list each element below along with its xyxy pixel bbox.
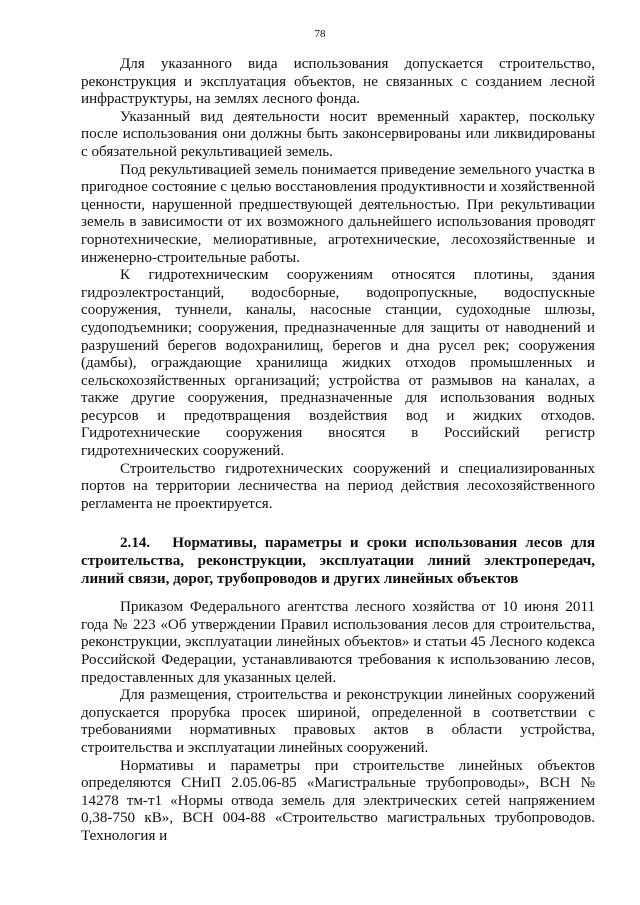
section-title: Нормативы, параметры и сроки использования лесов для строительства, реконструкции, эксплуатации линий электропередач, линий связи, дорог, трубопроводов и других линейных объектов (81, 535, 595, 587)
paragraph: К гидротехническим сооружениям относятся плотины, здания гидроэлектростанций, водосборные, водопропускные, водоспускные сооружения, туннели, каналы, насосные станции, судоходные шлюзы, судоподъемники; сооружения, предназначенные для защиты от наводнений и разрушений берегов водохранилищ, берегов и дна русел рек; сооружения (дамбы), ограждающие хранилища жидких отходов промышленных и сельскохозяйственных организаций; устройства от размывов на каналах, а также другие сооружения, предназначенные для использования водных ресурсов и предотвращения воздействия вод и жидких отходов. Гидротехнические сооружения вносятся в Российский регистр гидротехнических сооружений. (81, 267, 595, 460)
paragraph: Под рекультивацией земель понимается приведение земельного участка в пригодное состояние с целью восстановления продуктивности и хозяйственной ценности, нарушенной предшествующей деятельностью. При рекультивации земель в зависимости от их возможного дальнейшего использования проводят горнотехнические, мелиоративные, агротехнические, лесохозяйственные и инженерно-строительные работы. (81, 161, 595, 266)
section-number: 2.14. (120, 535, 151, 552)
paragraph: Строительство гидротехнических сооружений и специализированных портов на территории лесничества на период действия лесохозяйственного регламента не проектируется. (81, 460, 595, 512)
page-number: 78 (314, 28, 326, 40)
paragraph: Для размещения, строительства и реконструкции линейных сооружений допускается прорубка просек шириной, определенной в соответствии с требованиями нормативных правовых актов в области устройства, строительства и эксплуатации линейных сооружений. (81, 687, 595, 756)
paragraph: Приказом Федерального агентства лесного хозяйства от 10 июня 2011 года № 223 «Об утверждении Правил использования лесов для строительства, реконструкции, эксплуатации линейных объектов» и статьи 45 Лесного кодекса Российской Федерации, устанавливаются требования к использованию лесов, предоставленных для указанных целей. (81, 599, 595, 686)
paragraph: Нормативы и параметры при строительстве линейных объектов определяются СНиП 2.05.06-85 «Магистральные трубопроводы», ВСН № 14278 тм-т1 «Нормы отвода земель для электрических сетей напряжением 0,38-750 кВ», ВСН 004-88 «Строительство магистральных трубопроводов. Технология и (81, 757, 595, 844)
section-heading (81, 535, 595, 588)
document-body (81, 56, 595, 846)
paragraph: Для указанного вида использования допускается строительство, реконструкция и эксплуатация объектов, не связанных с созданием лесной инфраструктуры, на землях лесного фонда. (81, 56, 595, 108)
paragraph: Указанный вид деятельности носит временный характер, поскольку после использования они должны быть законсервированы или ликвидированы с обязательной рекультивацией земель. (81, 108, 595, 160)
